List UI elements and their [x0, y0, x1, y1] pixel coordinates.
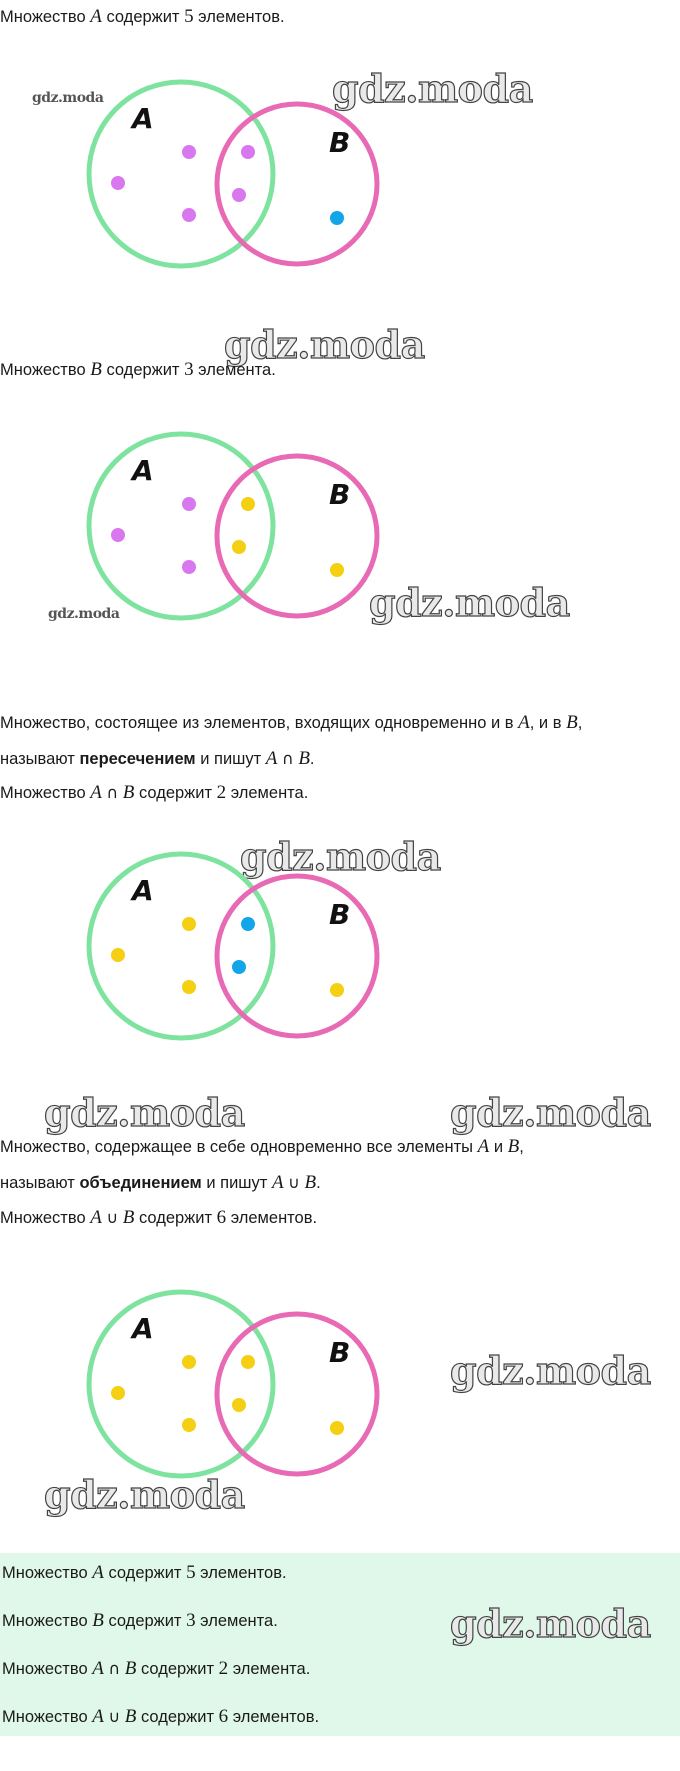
statement-intersection: Множество A ∩ B содержит 2 элемента.	[0, 782, 309, 803]
element-dot	[232, 1398, 246, 1412]
element-dot	[330, 983, 344, 997]
element-dot	[232, 540, 246, 554]
watermark: gdz.moda	[44, 1472, 245, 1517]
element-dot	[232, 188, 246, 202]
label-a: A	[132, 102, 154, 135]
watermark: gdz.moda	[450, 1348, 651, 1393]
math-a: A	[90, 6, 102, 27]
union-definition-line2: называют объединением и пишут A ∪ B.	[0, 1172, 321, 1193]
venn-diagram-set-b	[0, 422, 440, 662]
union-definition-line1: Множество, содержащее в себе одновременно все элементы A и B,	[0, 1136, 524, 1157]
element-dot	[182, 980, 196, 994]
watermark: gdz.moda	[48, 606, 120, 622]
watermark: gdz.moda	[450, 1601, 651, 1646]
statement-union: Множество A ∪ B содержит 6 элементов.	[0, 1207, 318, 1228]
circle-b	[217, 104, 377, 264]
statement-set-a: Множество A содержит 5 элементов.	[0, 6, 285, 27]
summary-row: Множество A содержит 5 элементов.	[2, 1562, 287, 1583]
element-dot	[182, 1418, 196, 1432]
label-b: B	[329, 898, 351, 931]
element-dot	[330, 211, 344, 225]
watermark: gdz.moda	[224, 322, 425, 367]
circle-b	[217, 456, 377, 616]
term-intersection: пересечением	[79, 750, 196, 768]
circle-b	[217, 1314, 377, 1474]
circle-a	[89, 434, 273, 618]
label-a: A	[132, 454, 154, 487]
element-dot	[111, 176, 125, 190]
element-dot	[241, 145, 255, 159]
label-a: A	[132, 874, 154, 907]
watermark: gdz.moda	[450, 1090, 651, 1135]
element-dot	[182, 560, 196, 574]
label-a: A	[132, 1312, 154, 1345]
element-dot	[111, 1386, 125, 1400]
venn-diagram-set-a	[0, 70, 440, 310]
element-dot	[330, 1421, 344, 1435]
label-b: B	[329, 1336, 351, 1369]
math-number: 3	[184, 359, 194, 380]
intersection-definition-line2: называют пересечением и пишут A ∩ B.	[0, 748, 315, 769]
label-b: B	[329, 478, 351, 511]
math-b: B	[90, 359, 102, 380]
element-dot	[182, 1355, 196, 1369]
watermark: gdz.moda	[32, 90, 104, 106]
label-b: B	[329, 126, 351, 159]
element-dot	[182, 917, 196, 931]
element-dot	[182, 145, 196, 159]
watermark: gdz.moda	[240, 834, 441, 879]
circle-a	[89, 854, 273, 1038]
circle-b	[217, 876, 377, 1036]
element-dot	[182, 497, 196, 511]
summary-box	[0, 1553, 680, 1736]
statement-set-b: Множество B содержит 3 элемента.	[0, 359, 276, 380]
element-dot	[241, 1355, 255, 1369]
element-dot	[241, 917, 255, 931]
element-dot	[182, 208, 196, 222]
watermark: gdz.moda	[369, 580, 570, 625]
element-dot	[330, 563, 344, 577]
element-dot	[232, 960, 246, 974]
watermark: gdz.moda	[44, 1090, 245, 1135]
term-union: объединением	[79, 1174, 202, 1192]
element-dot	[111, 528, 125, 542]
summary-row: Множество A ∪ B содержит 6 элементов.	[2, 1706, 320, 1727]
circle-a	[89, 82, 273, 266]
math-number: 5	[184, 6, 194, 27]
circle-a	[89, 1292, 273, 1476]
summary-row: Множество B содержит 3 элемента.	[2, 1610, 278, 1631]
element-dot	[111, 948, 125, 962]
element-dot	[241, 497, 255, 511]
intersection-definition-line1: Множество, состоящее из элементов, входящих одновременно и в A, и в B,	[0, 712, 583, 733]
venn-diagram-intersection	[0, 842, 440, 1082]
watermark: gdz.moda	[332, 66, 533, 111]
summary-row: Множество A ∩ B содержит 2 элемента.	[2, 1658, 311, 1679]
